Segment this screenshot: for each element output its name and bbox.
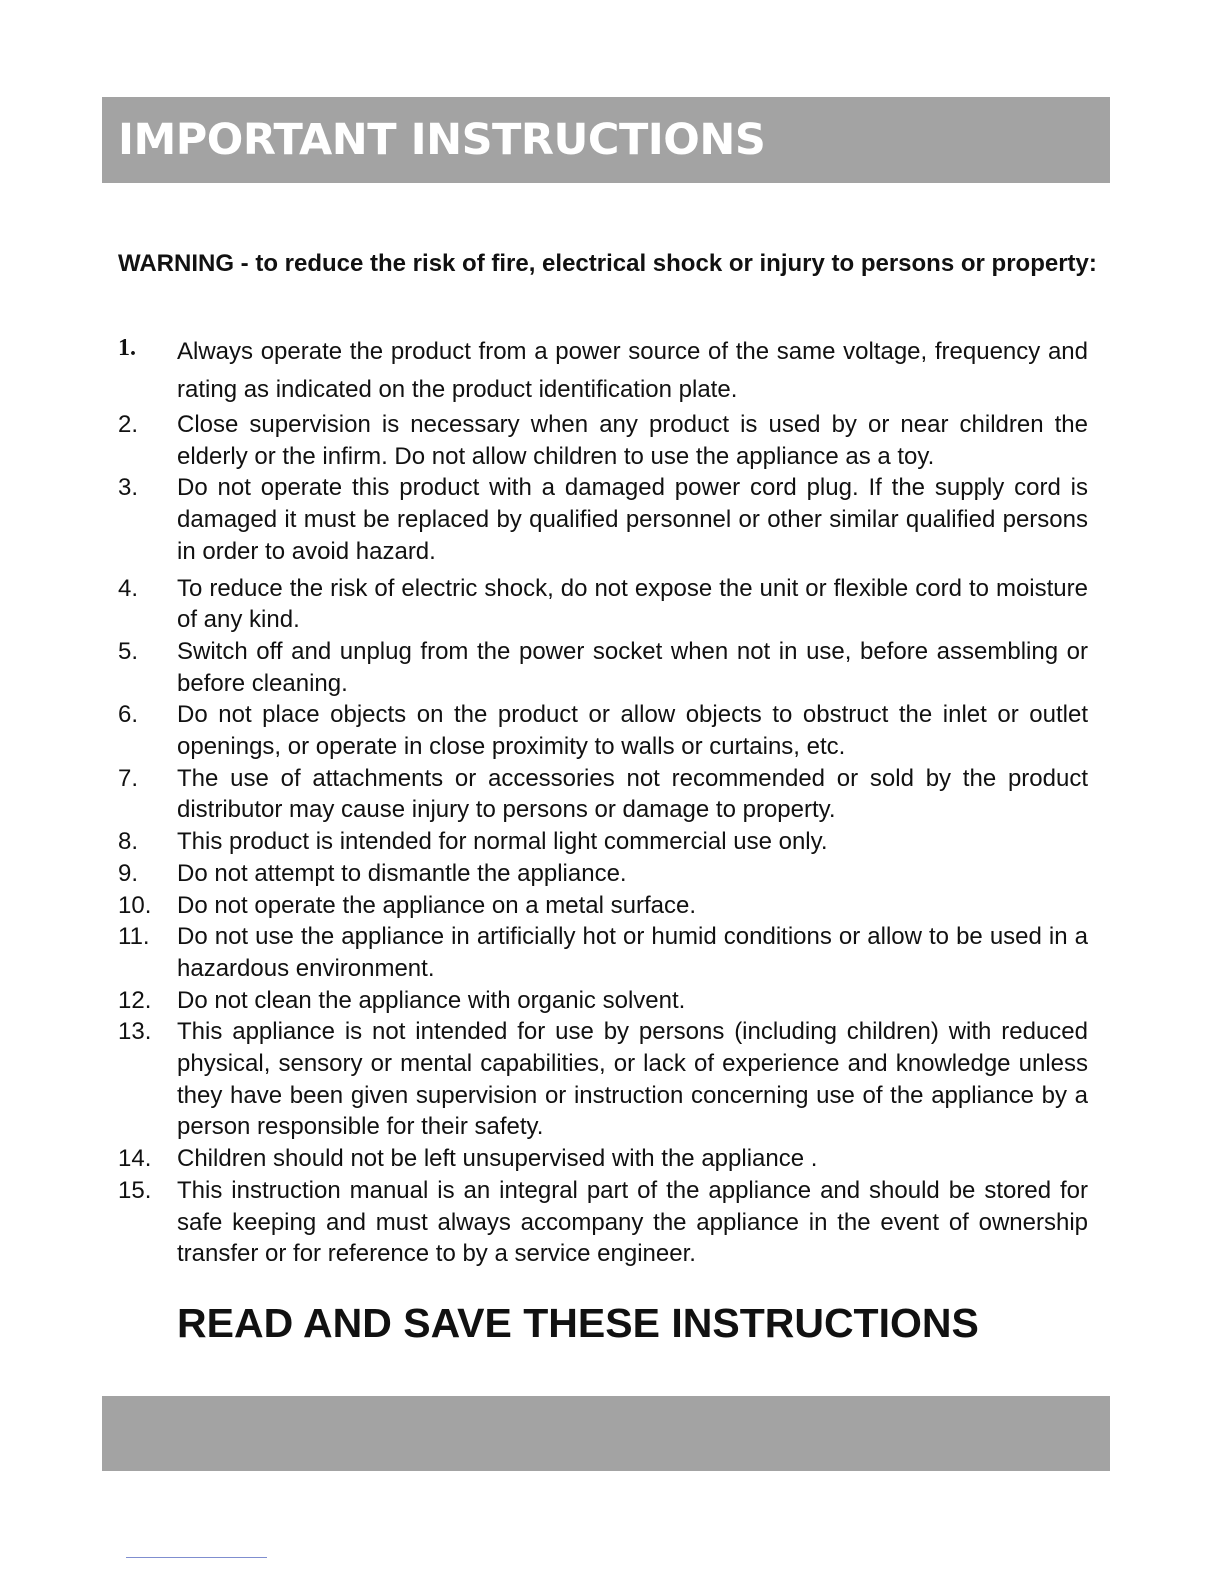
item-text: The use of attachments or accessories not recommended or sold by the product distributor may cause injury to persons or damage to property. <box>177 764 1088 824</box>
item-number: 14. <box>118 1145 152 1173</box>
item-number: 13. <box>118 1018 152 1046</box>
warning-text: WARNING - to reduce the risk of fire, electrical shock or injury to persons or property: <box>118 250 1097 277</box>
list-item <box>118 1016 1088 1143</box>
item-number: 10. <box>118 891 152 919</box>
list-item <box>118 858 1088 890</box>
list-item <box>118 472 1088 567</box>
list-item <box>118 1175 1088 1270</box>
item-text: Switch off and unplug from the power socket when not in use, before assembling or before cleaning. <box>177 637 1088 697</box>
header-band <box>102 97 1110 183</box>
item-text: To reduce the risk of electric shock, do not expose the unit or flexible cord to moisture of any kind. <box>177 574 1088 634</box>
item-number: 9. <box>118 859 139 887</box>
page-title: IMPORTANT INSTRUCTIONS <box>118 115 766 165</box>
item-number: 11. <box>118 923 150 951</box>
list-item <box>118 333 1088 409</box>
bottom-divider <box>126 1557 267 1558</box>
footer-band <box>102 1396 1110 1471</box>
item-text: Close supervision is necessary when any product is used by or near children the elderly or the infirm. Do not allow children to use the appliance as a toy. <box>177 411 1088 470</box>
item-text: This product is intended for normal light commercial use only. <box>177 828 828 856</box>
item-number: 4. <box>118 574 139 602</box>
list-item <box>118 573 1088 636</box>
item-number: 8. <box>118 828 139 856</box>
item-text: This appliance is not intended for use by persons (including children) with reduced physical, sensory or mental capabilities, or lack of experience and knowledge unless they have been given supervision or instruction concerning use of the appliance by a person responsible for their safety. <box>177 1018 1088 1141</box>
item-number: 15. <box>118 1176 152 1204</box>
item-number: 6. <box>118 701 139 729</box>
item-number: 1. <box>118 335 136 361</box>
item-text: Children should not be left unsupervised with the appliance . <box>177 1145 818 1173</box>
instruction-list <box>118 336 1088 1270</box>
item-number: 2. <box>118 411 139 438</box>
item-text: Do not place objects on the product or allow objects to obstruct the inlet or outlet openings, or operate in close proximity to walls or curtains, etc. <box>177 701 1088 761</box>
list-item <box>118 1143 1088 1175</box>
item-text: Always operate the product from a power source of the same voltage, frequency and rating as indicated on the product identification plate. <box>177 338 1088 403</box>
item-text: Do not clean the appliance with organic solvent. <box>177 986 686 1014</box>
read-and-save-heading: READ AND SAVE THESE INSTRUCTIONS <box>177 1300 979 1346</box>
item-number: 7. <box>118 764 139 792</box>
item-number: 12. <box>118 986 152 1014</box>
item-text: Do not operate the appliance on a metal surface. <box>177 891 696 919</box>
item-text: Do not use the appliance in artificially hot or humid conditions or allow to be used in a hazardous environment. <box>177 923 1088 982</box>
item-number: 3. <box>118 474 139 502</box>
item-text: This instruction manual is an integral part of the appliance and should be stored for safe keeping and must always accompany the appliance in the event of ownership transfer or for reference to by a service engineer. <box>177 1176 1088 1268</box>
list-item <box>118 985 1088 1017</box>
list-item <box>118 409 1088 472</box>
list-item <box>118 921 1088 984</box>
item-number: 5. <box>118 637 139 665</box>
list-item <box>118 763 1088 826</box>
item-text: Do not operate this product with a damaged power cord plug. If the supply cord is damaged it must be replaced by qualified personnel or other similar qualified persons in order to avoid hazard. <box>177 474 1088 565</box>
list-item <box>118 826 1088 858</box>
list-item <box>118 636 1088 699</box>
list-item <box>118 699 1088 762</box>
item-text: Do not attempt to dismantle the appliance. <box>177 859 627 887</box>
list-item <box>118 890 1088 922</box>
